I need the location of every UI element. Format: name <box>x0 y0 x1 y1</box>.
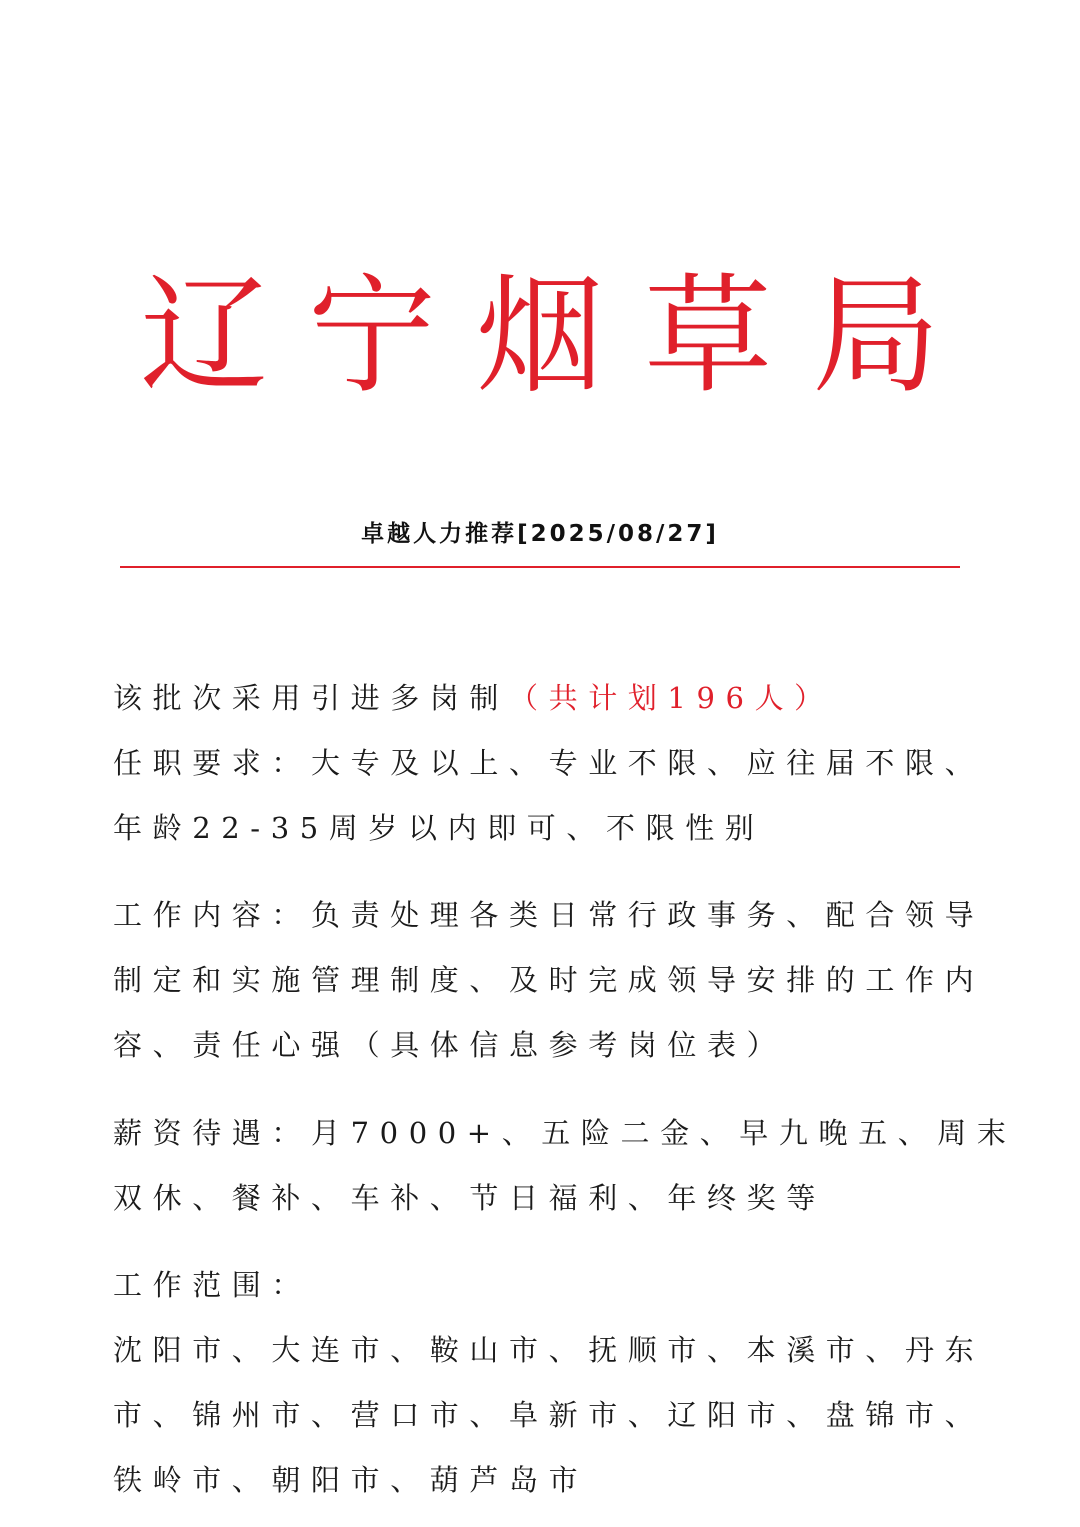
intro-highlight: （共计划196人） <box>509 681 834 715</box>
work-content-line-3: 容、责任心强（具体信息参考岗位表） <box>113 1028 787 1062</box>
work-content-line-2: 制定和实施管理制度、及时完成领导安排的工作内 <box>113 963 985 997</box>
scope-heading: 工作范围： <box>113 1268 312 1302</box>
intro-text: 该批次采用引进多岗制 <box>113 681 510 715</box>
scope-line-2: 市、锦州市、营口市、阜新市、辽阳市、盘锦市、 <box>113 1398 985 1432</box>
salary-line-2: 双休、餐补、车补、节日福利、年终奖等 <box>113 1181 826 1215</box>
work-content-line-1: 工作内容：负责处理各类日常行政事务、配合领导 <box>113 898 985 932</box>
work-content-section <box>113 883 985 1078</box>
requirements-line-2: 年龄22-35周岁以内即可、不限性别 <box>113 811 765 845</box>
scope-section <box>113 1253 985 1513</box>
recommendation-subtitle: 卓越人力推荐[2025/08/27] <box>361 521 719 547</box>
scope-line-1: 沈阳市、大连市、鞍山市、抚顺市、本溪市、丹东 <box>113 1333 985 1367</box>
intro-section <box>113 666 985 861</box>
scope-line-3: 铁岭市、朝阳市、葫芦岛市 <box>113 1463 589 1497</box>
salary-line-1: 薪资待遇：月7000+、五险二金、早九晚五、周末 <box>113 1116 1017 1150</box>
salary-section <box>113 1101 1017 1231</box>
requirements-line-1: 任职要求：大专及以上、专业不限、应往届不限、 <box>113 746 985 780</box>
organization-title: 辽宁烟草局 <box>139 262 980 411</box>
red-divider-line <box>120 566 960 568</box>
intro-line <box>113 666 973 731</box>
